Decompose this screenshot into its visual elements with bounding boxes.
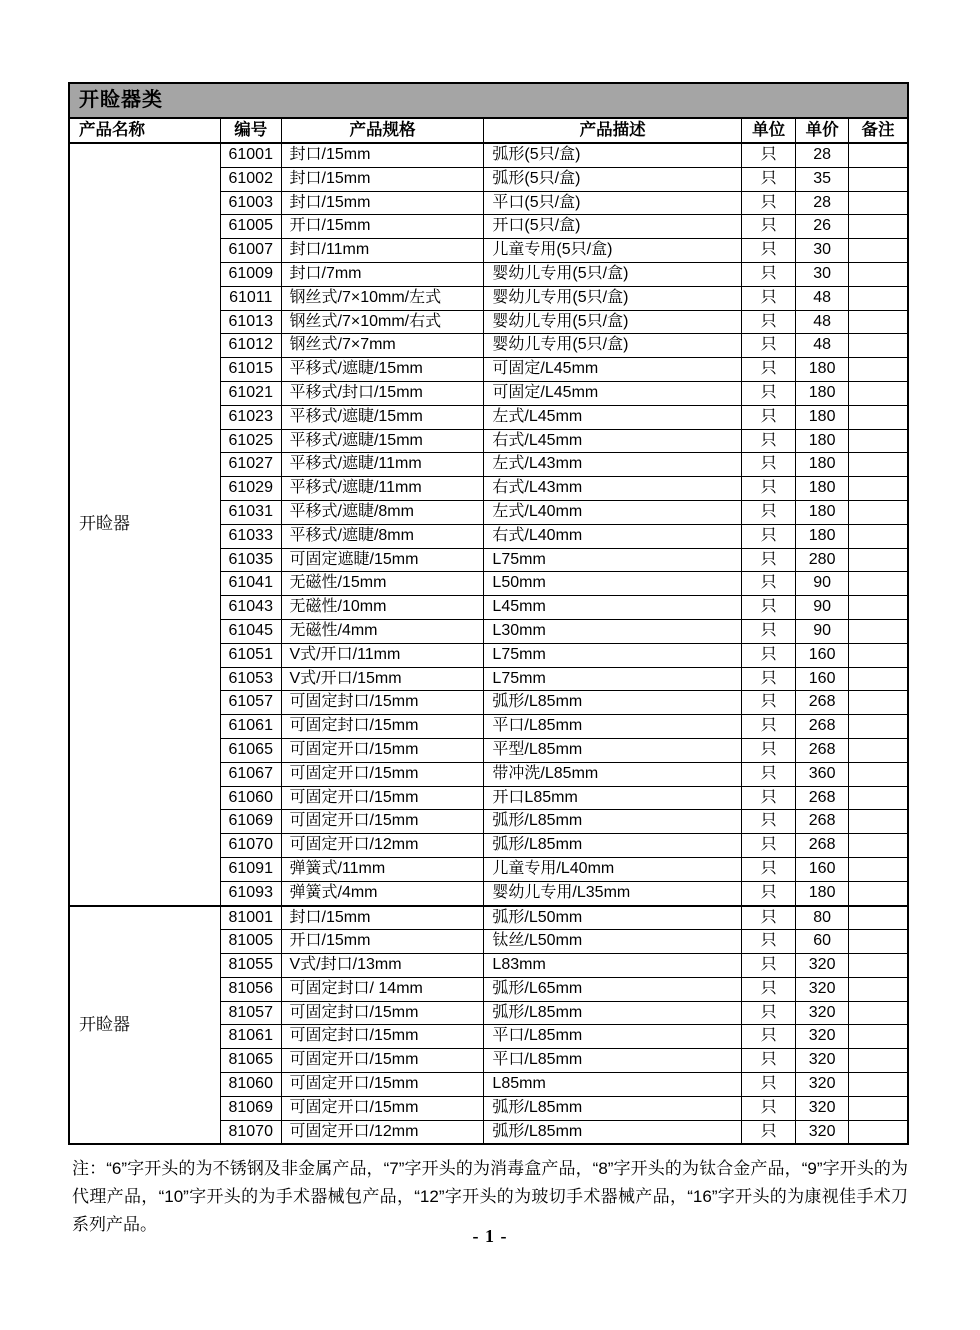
desc-cell: 左式/L43mm (484, 453, 741, 477)
price-cell: 48 (796, 334, 849, 358)
unit-cell: 只 (741, 786, 796, 810)
table-header-row (69, 118, 908, 143)
unit-cell: 只 (741, 1025, 796, 1049)
note-cell (848, 1120, 908, 1144)
code-cell: 81005 (220, 930, 281, 954)
note-cell (848, 453, 908, 477)
price-cell: 26 (796, 215, 849, 239)
note-cell (848, 310, 908, 334)
spec-cell: 可固定封口/15mm (281, 1001, 484, 1025)
unit-cell: 只 (741, 643, 796, 667)
note-cell (848, 762, 908, 786)
note-cell (848, 954, 908, 978)
price-cell: 280 (796, 548, 849, 572)
desc-cell: 平口/L85mm (484, 1049, 741, 1073)
price-cell: 180 (796, 381, 849, 405)
desc-cell: 右式/L45mm (484, 429, 741, 453)
code-cell: 81069 (220, 1096, 281, 1120)
desc-cell: L85mm (484, 1073, 741, 1097)
unit-cell: 只 (741, 977, 796, 1001)
note-cell (848, 1096, 908, 1120)
code-cell: 61002 (220, 167, 281, 191)
header-note: 备注 (848, 118, 908, 143)
price-cell: 180 (796, 429, 849, 453)
unit-cell: 只 (741, 762, 796, 786)
unit-cell: 只 (741, 691, 796, 715)
desc-cell: L50mm (484, 572, 741, 596)
code-cell: 61093 (220, 881, 281, 905)
spec-cell: 弹簧式/11mm (281, 857, 484, 881)
price-cell: 48 (796, 286, 849, 310)
desc-cell: 平口/L85mm (484, 715, 741, 739)
unit-cell: 只 (741, 930, 796, 954)
product-group (69, 906, 908, 1145)
code-cell: 61021 (220, 381, 281, 405)
code-cell: 61041 (220, 572, 281, 596)
header-code: 编号 (220, 118, 281, 143)
price-cell: 180 (796, 881, 849, 905)
unit-cell: 只 (741, 548, 796, 572)
unit-cell: 只 (741, 286, 796, 310)
spec-cell: 封口/11mm (281, 239, 484, 263)
unit-cell: 只 (741, 215, 796, 239)
unit-cell: 只 (741, 881, 796, 905)
desc-cell: 带冲洗/L85mm (484, 762, 741, 786)
spec-cell: 平移式/遮睫/15mm (281, 429, 484, 453)
price-cell: 180 (796, 453, 849, 477)
code-cell: 61051 (220, 643, 281, 667)
code-cell: 61061 (220, 715, 281, 739)
desc-cell: 可固定/L45mm (484, 381, 741, 405)
spec-cell: 封口/15mm (281, 191, 484, 215)
code-cell: 61069 (220, 810, 281, 834)
note-cell (848, 881, 908, 905)
note-cell (848, 167, 908, 191)
unit-cell: 只 (741, 1096, 796, 1120)
note-cell (848, 977, 908, 1001)
price-cell: 160 (796, 643, 849, 667)
price-cell: 268 (796, 715, 849, 739)
note-cell (848, 930, 908, 954)
spec-cell: 可固定开口/12mm (281, 1120, 484, 1144)
code-cell: 61057 (220, 691, 281, 715)
note-cell (848, 834, 908, 858)
spec-cell: V式/开口/15mm (281, 667, 484, 691)
price-cell: 160 (796, 667, 849, 691)
spec-cell: 封口/15mm (281, 167, 484, 191)
header-product-name: 产品名称 (69, 118, 220, 143)
spec-cell: 平移式/遮睫/11mm (281, 477, 484, 501)
price-cell: 268 (796, 691, 849, 715)
product-name-cell: 开睑器 (69, 906, 220, 1145)
note-cell (848, 667, 908, 691)
unit-cell: 只 (741, 429, 796, 453)
code-cell: 61067 (220, 762, 281, 786)
spec-cell: 无磁性/15mm (281, 572, 484, 596)
unit-cell: 只 (741, 477, 796, 501)
desc-cell: 弧形(5只/盒) (484, 143, 741, 167)
note-cell (848, 262, 908, 286)
price-cell: 320 (796, 1120, 849, 1144)
unit-cell: 只 (741, 857, 796, 881)
code-cell: 61033 (220, 524, 281, 548)
desc-cell: 儿童专用(5只/盒) (484, 239, 741, 263)
note-cell (848, 738, 908, 762)
note-cell (848, 619, 908, 643)
spec-cell: 可固定封口/15mm (281, 691, 484, 715)
spec-cell: 可固定开口/15mm (281, 1073, 484, 1097)
note-cell (848, 786, 908, 810)
price-cell: 268 (796, 738, 849, 762)
note-cell (848, 1049, 908, 1073)
spec-cell: 可固定封口/15mm (281, 1025, 484, 1049)
desc-cell: L83mm (484, 954, 741, 978)
note-cell (848, 405, 908, 429)
product-group (69, 143, 908, 906)
desc-cell: 左式/L40mm (484, 500, 741, 524)
spec-cell: 可固定开口/15mm (281, 810, 484, 834)
unit-cell: 只 (741, 596, 796, 620)
desc-cell: 婴幼儿专用(5只/盒) (484, 286, 741, 310)
note-cell (848, 381, 908, 405)
price-cell: 60 (796, 930, 849, 954)
unit-cell: 只 (741, 834, 796, 858)
code-cell: 61045 (220, 619, 281, 643)
spec-cell: 钢丝式/7×10mm/左式 (281, 286, 484, 310)
code-cell: 61009 (220, 262, 281, 286)
spec-cell: 可固定开口/15mm (281, 738, 484, 762)
note-cell (848, 1025, 908, 1049)
spec-cell: 可固定遮睫/15mm (281, 548, 484, 572)
code-cell: 61013 (220, 310, 281, 334)
desc-cell: 左式/L45mm (484, 405, 741, 429)
desc-cell: 开口L85mm (484, 786, 741, 810)
desc-cell: L75mm (484, 643, 741, 667)
desc-cell: 婴幼儿专用(5只/盒) (484, 334, 741, 358)
note-cell (848, 643, 908, 667)
code-cell: 81001 (220, 906, 281, 930)
unit-cell: 只 (741, 954, 796, 978)
unit-cell: 只 (741, 810, 796, 834)
price-cell: 35 (796, 167, 849, 191)
spec-cell: 钢丝式/7×10mm/右式 (281, 310, 484, 334)
price-cell: 268 (796, 810, 849, 834)
code-cell: 61001 (220, 143, 281, 167)
header-unit: 单位 (741, 118, 796, 143)
price-cell: 320 (796, 1025, 849, 1049)
desc-cell: L75mm (484, 548, 741, 572)
spec-cell: 平移式/遮睫/8mm (281, 500, 484, 524)
category-title: 开睑器类 (79, 89, 163, 111)
spec-cell: 平移式/遮睫/11mm (281, 453, 484, 477)
unit-cell: 只 (741, 1001, 796, 1025)
unit-cell: 只 (741, 906, 796, 930)
code-cell: 81070 (220, 1120, 281, 1144)
code-cell: 81056 (220, 977, 281, 1001)
unit-cell: 只 (741, 334, 796, 358)
note-cell (848, 596, 908, 620)
page-number: - 1 - (472, 1226, 508, 1246)
note-cell (848, 286, 908, 310)
note-cell (848, 572, 908, 596)
spec-cell: 可固定开口/15mm (281, 1049, 484, 1073)
unit-cell: 只 (741, 619, 796, 643)
price-cell: 28 (796, 191, 849, 215)
code-cell: 61070 (220, 834, 281, 858)
note-cell (848, 906, 908, 930)
code-cell: 61060 (220, 786, 281, 810)
code-cell: 61031 (220, 500, 281, 524)
desc-cell: 弧形/L85mm (484, 1001, 741, 1025)
spec-cell: 可固定开口/12mm (281, 834, 484, 858)
unit-cell: 只 (741, 500, 796, 524)
note-cell (848, 334, 908, 358)
unit-cell: 只 (741, 191, 796, 215)
code-cell: 61003 (220, 191, 281, 215)
note-cell (848, 548, 908, 572)
price-cell: 320 (796, 1073, 849, 1097)
note-cell (848, 215, 908, 239)
code-cell: 61053 (220, 667, 281, 691)
desc-cell: 弧形/L85mm (484, 834, 741, 858)
table-row (69, 906, 908, 930)
unit-cell: 只 (741, 738, 796, 762)
header-spec: 产品规格 (281, 118, 484, 143)
spec-cell: 可固定开口/15mm (281, 762, 484, 786)
unit-cell: 只 (741, 453, 796, 477)
unit-cell: 只 (741, 1073, 796, 1097)
unit-cell: 只 (741, 405, 796, 429)
desc-cell: 右式/L43mm (484, 477, 741, 501)
spec-cell: 封口/15mm (281, 143, 484, 167)
code-cell: 61043 (220, 596, 281, 620)
price-cell: 180 (796, 500, 849, 524)
desc-cell: 右式/L40mm (484, 524, 741, 548)
note-cell (848, 477, 908, 501)
desc-cell: 平口(5只/盒) (484, 191, 741, 215)
code-cell: 61029 (220, 477, 281, 501)
price-cell: 320 (796, 954, 849, 978)
spec-cell: 弹簧式/4mm (281, 881, 484, 905)
unit-cell: 只 (741, 715, 796, 739)
note-cell (848, 239, 908, 263)
price-cell: 48 (796, 310, 849, 334)
code-cell: 61015 (220, 358, 281, 382)
desc-cell: 婴幼儿专用(5只/盒) (484, 310, 741, 334)
spec-cell: 平移式/遮睫/8mm (281, 524, 484, 548)
unit-cell: 只 (741, 572, 796, 596)
code-cell: 81065 (220, 1049, 281, 1073)
category-title-band (68, 82, 909, 117)
note-cell (848, 1073, 908, 1097)
price-cell: 268 (796, 834, 849, 858)
note-cell (848, 857, 908, 881)
desc-cell: 可固定/L45mm (484, 358, 741, 382)
spec-cell: 平移式/遮睫/15mm (281, 405, 484, 429)
code-cell: 61065 (220, 738, 281, 762)
code-cell: 61025 (220, 429, 281, 453)
desc-cell: L75mm (484, 667, 741, 691)
product-name-cell: 开睑器 (69, 143, 220, 906)
spec-cell: 可固定封口/ 14mm (281, 977, 484, 1001)
spec-cell: 封口/15mm (281, 906, 484, 930)
desc-cell: 平型/L85mm (484, 738, 741, 762)
table-header (69, 118, 908, 143)
note-cell (848, 143, 908, 167)
desc-cell: 平口/L85mm (484, 1025, 741, 1049)
desc-cell: 婴幼儿专用/L35mm (484, 881, 741, 905)
spec-cell: 封口/7mm (281, 262, 484, 286)
price-cell: 28 (796, 143, 849, 167)
code-cell: 81057 (220, 1001, 281, 1025)
desc-cell: 弧形/L85mm (484, 691, 741, 715)
code-cell: 61005 (220, 215, 281, 239)
price-cell: 268 (796, 786, 849, 810)
spec-cell: 平移式/遮睫/15mm (281, 358, 484, 382)
code-cell: 61007 (220, 239, 281, 263)
spec-cell: 可固定封口/15mm (281, 715, 484, 739)
spec-cell: 钢丝式/7×7mm (281, 334, 484, 358)
unit-cell: 只 (741, 524, 796, 548)
spec-cell: V式/开口/11mm (281, 643, 484, 667)
desc-cell: 钛丝/L50mm (484, 930, 741, 954)
desc-cell: 开口(5只/盒) (484, 215, 741, 239)
note-cell (848, 1001, 908, 1025)
desc-cell: L45mm (484, 596, 741, 620)
price-cell: 320 (796, 1049, 849, 1073)
desc-cell: 弧形/L85mm (484, 1096, 741, 1120)
spec-cell: 无磁性/4mm (281, 619, 484, 643)
note-cell (848, 500, 908, 524)
desc-cell: 儿童专用/L40mm (484, 857, 741, 881)
unit-cell: 只 (741, 167, 796, 191)
price-cell: 80 (796, 906, 849, 930)
footnote: 注：“6”字开头的为不锈钢及非金属产品，“7”字开头的为消毒盒产品，“8”字开头的为钛合金产品，“9”字开头的为代理产品，“10”字开头的为手术器械包产品，“12”字开头的为玻切手术器械产品，“16”字开头的为康视佳手术刀系列产品。 (72, 1159, 908, 1234)
desc-cell: 弧形/L85mm (484, 810, 741, 834)
desc-cell: 婴幼儿专用(5只/盒) (484, 262, 741, 286)
price-cell: 180 (796, 477, 849, 501)
unit-cell: 只 (741, 1049, 796, 1073)
unit-cell: 只 (741, 1120, 796, 1144)
note-cell (848, 524, 908, 548)
spec-cell: V式/封口/13mm (281, 954, 484, 978)
note-cell (848, 191, 908, 215)
price-list-sheet (68, 82, 909, 1145)
code-cell: 61012 (220, 334, 281, 358)
note-cell (848, 429, 908, 453)
price-cell: 180 (796, 524, 849, 548)
note-cell (848, 715, 908, 739)
desc-cell: 弧形(5只/盒) (484, 167, 741, 191)
price-cell: 30 (796, 239, 849, 263)
code-cell: 81061 (220, 1025, 281, 1049)
price-cell: 320 (796, 1001, 849, 1025)
code-cell: 61023 (220, 405, 281, 429)
price-cell: 320 (796, 1096, 849, 1120)
price-cell: 90 (796, 619, 849, 643)
code-cell: 61035 (220, 548, 281, 572)
header-price: 单价 (796, 118, 849, 143)
note-cell (848, 810, 908, 834)
header-desc: 产品描述 (484, 118, 741, 143)
price-cell: 320 (796, 977, 849, 1001)
code-cell: 81060 (220, 1073, 281, 1097)
desc-cell: 弧形/L50mm (484, 906, 741, 930)
price-cell: 180 (796, 405, 849, 429)
price-cell: 30 (796, 262, 849, 286)
spec-cell: 可固定开口/15mm (281, 1096, 484, 1120)
spec-cell: 无磁性/10mm (281, 596, 484, 620)
spec-cell: 开口/15mm (281, 930, 484, 954)
note-cell (848, 691, 908, 715)
product-table (68, 117, 909, 1145)
code-cell: 81055 (220, 954, 281, 978)
unit-cell: 只 (741, 239, 796, 263)
desc-cell: 弧形/L65mm (484, 977, 741, 1001)
code-cell: 61091 (220, 857, 281, 881)
note-cell (848, 358, 908, 382)
unit-cell: 只 (741, 262, 796, 286)
code-cell: 61011 (220, 286, 281, 310)
unit-cell: 只 (741, 143, 796, 167)
desc-cell: L30mm (484, 619, 741, 643)
code-cell: 61027 (220, 453, 281, 477)
table-row (69, 143, 908, 167)
price-cell: 90 (796, 572, 849, 596)
spec-cell: 平移式/封口/15mm (281, 381, 484, 405)
desc-cell: 弧形/L85mm (484, 1120, 741, 1144)
price-cell: 360 (796, 762, 849, 786)
unit-cell: 只 (741, 358, 796, 382)
price-cell: 90 (796, 596, 849, 620)
price-cell: 160 (796, 857, 849, 881)
unit-cell: 只 (741, 667, 796, 691)
unit-cell: 只 (741, 310, 796, 334)
unit-cell: 只 (741, 381, 796, 405)
spec-cell: 可固定开口/15mm (281, 786, 484, 810)
price-cell: 180 (796, 358, 849, 382)
spec-cell: 开口/15mm (281, 215, 484, 239)
